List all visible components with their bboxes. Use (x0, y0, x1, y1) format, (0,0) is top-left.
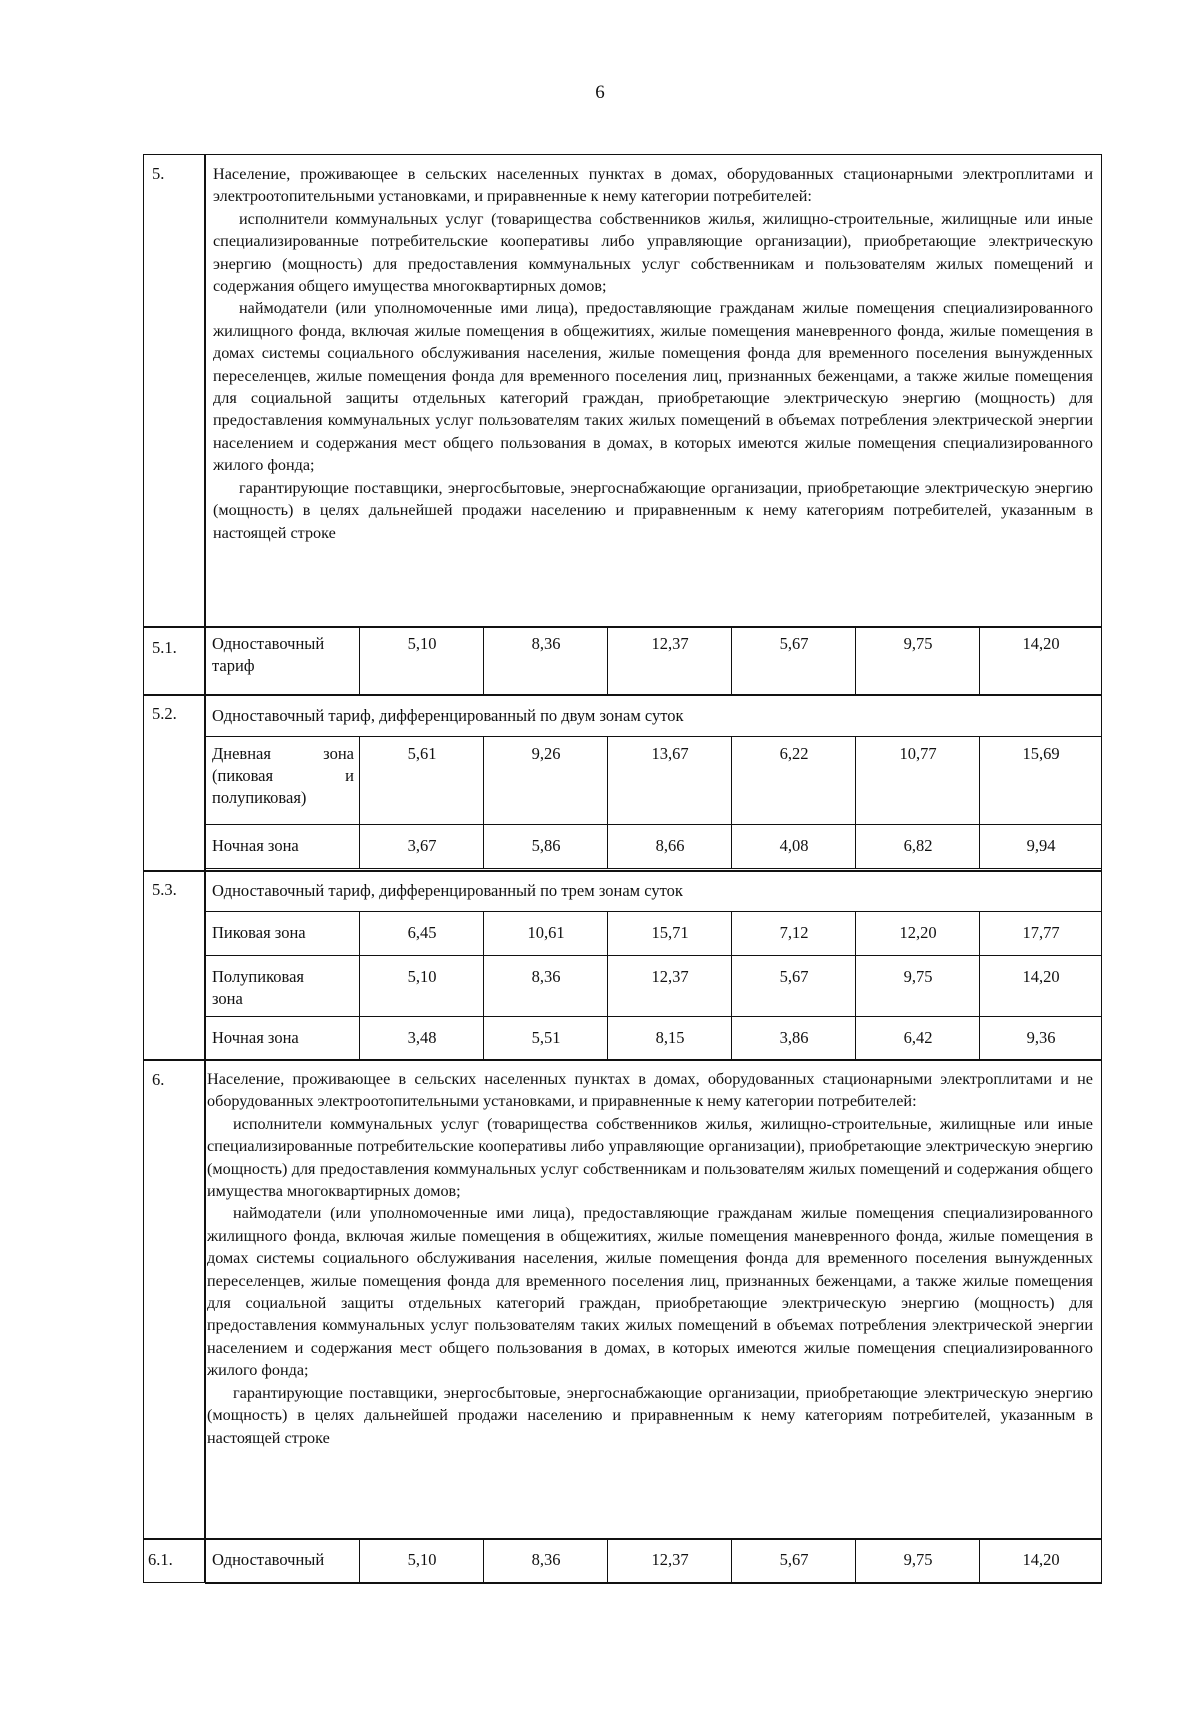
row-5-paragraph-1: исполнители коммунальных услуг (товарищества собственников жилья, жилищно-строительные, жилищные или иные специализированные потребительские кооперативы либо управляющие организации), приобретающие электрическую энергию (мощность) для предоставления коммунальных услуг собственникам и пользователям жилых помещений и содержания общего имущества многоквартирных домов; (213, 209, 1093, 296)
row-5-3-night-label: Ночная зона (206, 1017, 360, 1060)
row-6-1-value-5: 9,75 (856, 1539, 980, 1584)
row-5-paragraph-3: гарантирующие поставщики, энергосбытовые, энергоснабжающие организации, приобретающие электрическую энергию (мощность) в целях дальнейшей продажи населению и приравненным к нему категориям потребителей, указанным в настоящей строке (213, 478, 1093, 542)
row-5-3-peak-value-2: 10,61 (484, 912, 608, 956)
row-5-2-day-label-word-5: полупиковая) (212, 788, 307, 807)
row-number-5-1: 5.1. (152, 638, 177, 657)
row-6-1-value-3: 12,37 (608, 1539, 732, 1584)
row-5-1-table (205, 626, 1102, 696)
row-5-2-day-value-5: 10,77 (856, 737, 980, 825)
row-5-2-day-label-word-1: Дневная (212, 744, 271, 763)
row-5-3-peak-value-3: 15,71 (608, 912, 732, 956)
row-5-3-night-value-5: 6,42 (856, 1017, 980, 1060)
row-5-3-halfpeak-value-2: 8,36 (484, 956, 608, 1017)
row-6-paragraph-1: исполнители коммунальных услуг (товарищества собственников жилья, жилищно-строительные, жилищные или иные специализированные потребительские кооперативы либо управляющие организации), приобретающие электрическую энергию (мощность) для предоставления коммунальных услуг собственникам и пользователям жилых помещений и содержания общего имущества многоквартирных домов; (207, 1114, 1093, 1201)
page-number: 6 (595, 82, 605, 103)
row-5-2-day-label (206, 737, 360, 825)
row-5-3-peak-label: Пиковая зона (206, 912, 360, 956)
table-row (206, 912, 1102, 956)
row-5-2-night-value-5: 6,82 (856, 825, 980, 869)
row-5-2-night-value-2: 5,86 (484, 825, 608, 869)
row-number-5-2: 5.2. (152, 704, 177, 723)
row-5-2-day-value-1: 5,61 (360, 737, 484, 825)
table-row (206, 627, 1102, 696)
table-row (206, 1017, 1102, 1060)
row-5-3-night-value-1: 3,48 (360, 1017, 484, 1060)
row-6-1-value-1: 5,10 (360, 1539, 484, 1584)
row-5-3-night-value-6: 9,36 (980, 1017, 1102, 1060)
row-6-paragraph-3: гарантирующие поставщики, энергосбытовые, энергоснабжающие организации, приобретающие электрическую энергию (мощность) в целях дальнейшей продажи населению и приравненным к нему категориям потребителей, указанным в настоящей строке (207, 1383, 1093, 1447)
row-5-1-value-6: 14,20 (980, 627, 1102, 696)
row-5-1-label-line-1: Одноставочный (212, 634, 325, 653)
row-5-2-header: Одноставочный тариф, дифференцированный по двум зонам суток (206, 695, 1102, 737)
table-row (206, 737, 1102, 825)
table-row (206, 871, 1102, 912)
row-5-2-day-label-word-4: и (345, 766, 354, 785)
row-5-2-table (205, 694, 1102, 869)
row-6-1-value-4: 5,67 (732, 1539, 856, 1584)
row-5-3-night-value-4: 3,86 (732, 1017, 856, 1060)
row-6-paragraph-2: наймодатели (или уполномоченные ими лица), предоставляющие гражданам жилые помещения специализированного жилищного фонда, включая жилые помещения в общежитиях, жилые помещения маневренного фонда, жилые помещения в домах системы социального обслуживания населения, жилые помещения фонда для временного поселения вынужденных переселенцев, жилые помещения фонда для временного поселения лиц, признанных беженцами, а также жилые помещения для социальной защиты отдельных категорий граждан, приобретающие электрическую энергию (мощность) для предоставления коммунальных услуг пользователям таких жилых помещений в объемах потребления электрической энергии населением и содержания мест общего пользования в домах, в которых имеются жилые помещения специализированного жилого фонда; (207, 1204, 1093, 1380)
row-5-2-day-label-word-2: зона (323, 744, 354, 763)
row-5-3-halfpeak-value-5: 9,75 (856, 956, 980, 1017)
row-5-2-day-value-2: 9,26 (484, 737, 608, 825)
row-6-1-table (205, 1538, 1102, 1584)
row-5-paragraph-2: наймодатели (или уполномоченные ими лица), предоставляющие гражданам жилые помещения специализированного жилищного фонда, включая жилые помещения в общежитиях, жилые помещения маневренного фонда, жилые помещения в домах системы социального обслуживания населения, жилые помещения фонда для временного поселения вынужденных переселенцев, жилые помещения фонда для временного поселения лиц, признанных беженцами, а также жилые помещения для социальной защиты отдельных категорий граждан, приобретающие электрическую энергию (мощность) для предоставления коммунальных услуг пользователям таких жилых помещений в объемах потребления электрической энергии населением и содержания мест общего пользования в домах, в которых имеются жилые помещения специализированного жилого фонда; (213, 299, 1093, 475)
row-number-5: 5. (152, 164, 165, 183)
row-5-intro: Население, проживающее в сельских населенных пунктах в домах, оборудованных стационарными электроплитами и электроотопительными установками, и приравненные к нему категории потребителей: (213, 165, 1093, 206)
row-6-1-value-2: 8,36 (484, 1539, 608, 1584)
table-row (206, 825, 1102, 869)
row-5-3-halfpeak-label (206, 956, 360, 1017)
row-number-6: 6. (152, 1070, 165, 1089)
row-5-3-peak-value-5: 12,20 (856, 912, 980, 956)
row-5-2-day-value-6: 15,69 (980, 737, 1102, 825)
row-5-1-label (206, 627, 360, 696)
row-5-3-table (205, 870, 1102, 1060)
row-5-2-night-label: Ночная зона (206, 825, 360, 869)
row-5-3-halfpeak-value-4: 5,67 (732, 956, 856, 1017)
table-row (206, 695, 1102, 737)
row-5-3-halfpeak-label-line-2: зона (212, 989, 243, 1008)
row-5-3-peak-value-6: 17,77 (980, 912, 1102, 956)
row-number-5-3: 5.3. (152, 880, 177, 899)
row-5-2-night-value-4: 4,08 (732, 825, 856, 869)
row-5-3-halfpeak-value-1: 5,10 (360, 956, 484, 1017)
table-row (206, 1539, 1102, 1584)
row-5-3-halfpeak-value-3: 12,37 (608, 956, 732, 1017)
row-5-3-halfpeak-label-line-1: Полупиковая (212, 967, 305, 986)
row-5-3-header: Одноставочный тариф, дифференцированный по трем зонам суток (206, 871, 1102, 912)
table-row (206, 956, 1102, 1017)
row-6-1-label: Одноставочный (206, 1539, 360, 1584)
row-5-1-value-2: 8,36 (484, 627, 608, 696)
row-5-1-value-3: 12,37 (608, 627, 732, 696)
row-5-2-night-value-6: 9,94 (980, 825, 1102, 869)
row-5-2-night-value-3: 8,66 (608, 825, 732, 869)
row-5-1-value-4: 5,67 (732, 627, 856, 696)
row-5-3-halfpeak-value-6: 14,20 (980, 956, 1102, 1017)
row-number-6-1: 6.1. (148, 1550, 173, 1569)
row-5-3-bottom-border (143, 1059, 1102, 1061)
row-5-3-night-value-2: 5,51 (484, 1017, 608, 1060)
row-5-2-day-value-4: 6,22 (732, 737, 856, 825)
row-5-1-value-5: 9,75 (856, 627, 980, 696)
row-5-3-peak-value-1: 6,45 (360, 912, 484, 956)
row-5-description (213, 163, 1093, 544)
row-5-1-value-1: 5,10 (360, 627, 484, 696)
row-5-2-day-label-word-3: (пиковая (212, 766, 274, 785)
row-6-description (207, 1068, 1093, 1449)
row-5-3-night-value-3: 8,15 (608, 1017, 732, 1060)
row-5-3-peak-value-4: 7,12 (732, 912, 856, 956)
row-5-1-label-line-2: тариф (212, 656, 255, 675)
row-5-2-night-value-1: 3,67 (360, 825, 484, 869)
row-5-2-day-value-3: 13,67 (608, 737, 732, 825)
row-6-1-value-6: 14,20 (980, 1539, 1102, 1584)
row-6-intro: Население, проживающее в сельских населенных пунктах в домах, оборудованных стационарными электроплитами и не оборудованных электроотопительными установками, и приравненные к нему категории потребителей: (207, 1070, 1093, 1111)
